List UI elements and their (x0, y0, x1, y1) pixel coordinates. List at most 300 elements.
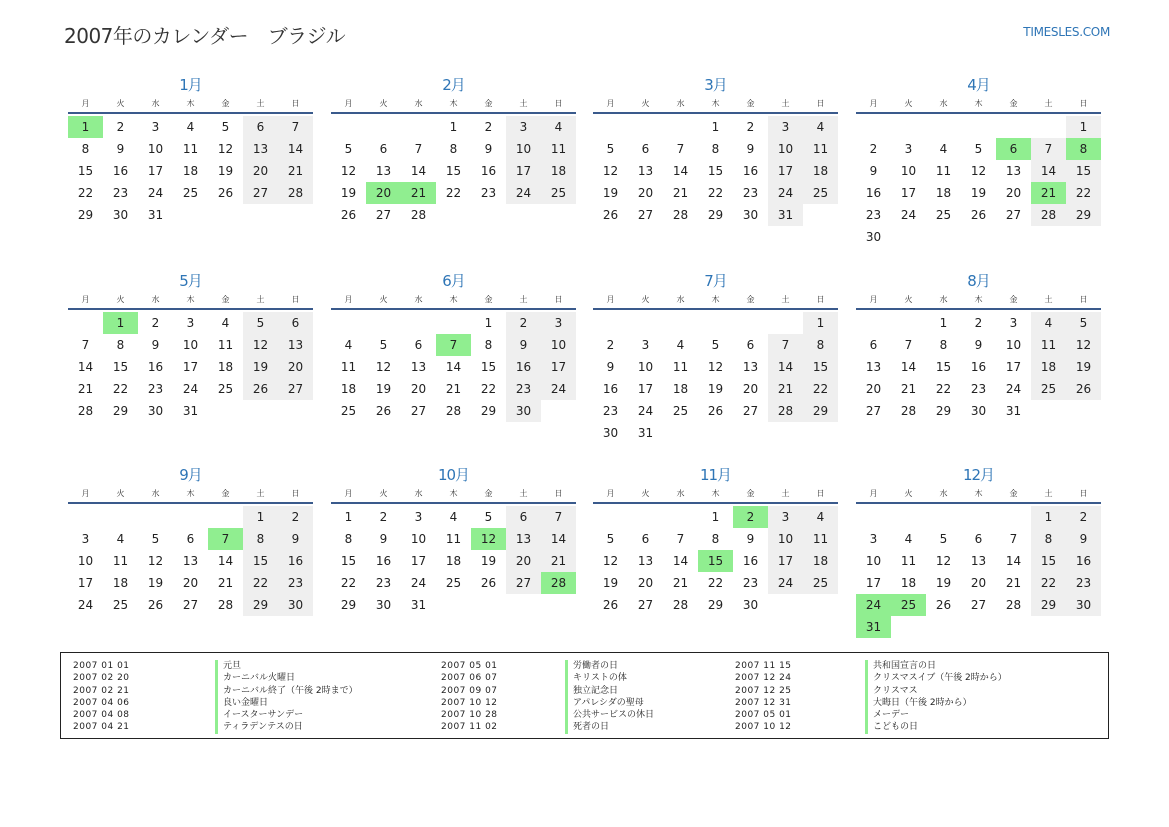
day-cell: 14 (410, 164, 427, 178)
legend-item (441, 685, 731, 697)
day-cell: 7 (768, 334, 803, 356)
day-cell: 20 (970, 576, 987, 590)
holiday-cell: 15 (698, 550, 733, 572)
month-name: 11月 (699, 466, 732, 484)
day-cell: 23 (602, 404, 619, 418)
day-cell: 21 (278, 160, 313, 182)
day-cell: 16 (602, 382, 619, 396)
day-cell: 20 (410, 382, 427, 396)
month-name: 10月 (437, 466, 470, 484)
holiday-name: こどもの日 (865, 721, 918, 733)
weekday-header (593, 95, 838, 114)
day-cell: 4 (344, 338, 353, 352)
weekday-label: 水 (939, 489, 948, 498)
day-cell: 13 (742, 360, 759, 374)
day-cell: 10 (768, 138, 803, 160)
holiday-name: 公共サービスの休日 (565, 709, 654, 721)
day-cell: 23 (480, 186, 497, 200)
day-cell: 20 (742, 382, 759, 396)
holiday-name: キリストの体 (565, 672, 627, 684)
holiday-date: 2007 11 02 (441, 722, 498, 733)
day-cell: 22 (707, 576, 724, 590)
day-cell: 13 (1005, 164, 1022, 178)
day-cell: 24 (147, 186, 164, 200)
day-cell: 9 (606, 360, 615, 374)
day-cell: 4 (449, 510, 458, 524)
day-blank (891, 506, 926, 528)
day-cell: 17 (147, 164, 164, 178)
day-cell: 19 (935, 576, 952, 590)
legend-item (73, 709, 433, 721)
day-cell: 10 (182, 338, 199, 352)
day-cell: 15 (445, 164, 462, 178)
holiday-date: 2007 06 07 (441, 673, 498, 684)
holiday-name: メーデー (865, 709, 909, 721)
day-cell: 18 (182, 164, 199, 178)
weekday-label: 火 (641, 295, 650, 304)
holiday-cell: 20 (366, 182, 401, 204)
day-cell: 19 (147, 576, 164, 590)
legend-column (73, 660, 433, 734)
day-cell: 12 (243, 334, 278, 356)
day-cell: 12 (340, 164, 357, 178)
day-cell: 29 (1066, 204, 1101, 226)
day-blank (366, 116, 401, 138)
weekday-label: 土 (519, 489, 528, 498)
weekday-label: 金 (221, 295, 230, 304)
weekday-label: 木 (974, 295, 983, 304)
day-cell: 18 (672, 382, 689, 396)
day-cell: 26 (480, 576, 497, 590)
day-cell: 22 (707, 186, 724, 200)
day-cell: 24 (506, 182, 541, 204)
holiday-cell: 25 (891, 594, 926, 616)
day-cell: 16 (742, 554, 759, 568)
day-cell: 5 (974, 142, 983, 156)
day-cell: 2 (379, 510, 388, 524)
day-cell: 1 (939, 316, 948, 330)
legend-item (441, 660, 731, 672)
day-cell: 3 (506, 116, 541, 138)
month-block (331, 75, 576, 226)
weekday-label: 日 (1079, 99, 1088, 108)
holiday-name: アパレシダの聖母 (565, 697, 644, 709)
day-cell: 8 (484, 338, 493, 352)
day-cell: 21 (672, 186, 689, 200)
weekday-label: 土 (781, 489, 790, 498)
legend-item (441, 672, 731, 684)
weekday-label: 月 (81, 99, 90, 108)
weekday-label: 金 (1009, 295, 1018, 304)
day-cell: 17 (506, 160, 541, 182)
weekday-label: 木 (711, 489, 720, 498)
weekday-label: 日 (291, 99, 300, 108)
weekday-label: 火 (116, 99, 125, 108)
day-cell: 16 (1066, 550, 1101, 572)
weekday-label: 土 (256, 295, 265, 304)
month-block (331, 465, 576, 616)
weekday-label: 日 (291, 489, 300, 498)
day-cell: 26 (375, 404, 392, 418)
day-cell: 26 (970, 208, 987, 222)
day-cell: 9 (869, 164, 878, 178)
day-blank (996, 116, 1031, 138)
day-blank (856, 506, 891, 528)
weekday-label: 木 (449, 99, 458, 108)
day-cell: 6 (641, 532, 650, 546)
holiday-date: 2007 04 06 (73, 697, 130, 708)
day-cell: 13 (970, 554, 987, 568)
day-cell: 3 (768, 506, 803, 528)
day-cell: 29 (480, 404, 497, 418)
holiday-name: カーニバル終了（午後 2時まで） (215, 685, 358, 697)
month-name: 6月 (442, 272, 465, 290)
weekday-label: 土 (256, 99, 265, 108)
day-cell: 21 (768, 378, 803, 400)
day-cell: 30 (506, 400, 541, 422)
day-cell: 7 (414, 142, 423, 156)
day-cell: 16 (506, 356, 541, 378)
day-cell: 6 (506, 506, 541, 528)
day-cell: 23 (112, 186, 129, 200)
day-blank (593, 312, 628, 334)
day-cell: 12 (602, 164, 619, 178)
weekday-label: 月 (869, 295, 878, 304)
day-cell: 8 (449, 142, 458, 156)
day-cell: 16 (480, 164, 497, 178)
day-cell: 21 (217, 576, 234, 590)
day-grid (68, 312, 313, 422)
page-title: 2007年のカレンダー ブラジル (64, 24, 346, 48)
day-blank (663, 312, 698, 334)
day-blank (926, 116, 961, 138)
day-cell: 23 (970, 382, 987, 396)
day-blank (891, 312, 926, 334)
day-cell: 4 (541, 116, 576, 138)
weekday-label: 月 (344, 489, 353, 498)
weekday-label: 火 (641, 99, 650, 108)
day-cell: 22 (112, 382, 129, 396)
weekday-label: 木 (186, 489, 195, 498)
day-cell: 1 (711, 510, 720, 524)
weekday-label: 火 (904, 99, 913, 108)
day-cell: 17 (77, 576, 94, 590)
day-cell: 7 (1031, 138, 1066, 160)
day-cell: 26 (935, 598, 952, 612)
day-cell: 9 (1066, 528, 1101, 550)
day-cell: 4 (676, 338, 685, 352)
day-cell: 19 (375, 382, 392, 396)
day-cell: 4 (221, 316, 230, 330)
day-cell: 26 (340, 208, 357, 222)
holiday-cell: 8 (1066, 138, 1101, 160)
day-cell: 5 (379, 338, 388, 352)
weekday-label: 日 (291, 295, 300, 304)
day-cell: 5 (939, 532, 948, 546)
holiday-name: クリスマスイブ（午後 2時から） (865, 672, 1007, 684)
day-cell: 30 (112, 208, 129, 222)
day-cell: 8 (1031, 528, 1066, 550)
weekday-label: 金 (746, 295, 755, 304)
holiday-date: 2007 11 15 (735, 661, 792, 671)
day-cell: 31 (1005, 404, 1022, 418)
weekday-label: 水 (676, 99, 685, 108)
day-cell: 31 (182, 404, 199, 418)
day-cell: 2 (116, 120, 125, 134)
day-cell: 3 (414, 510, 423, 524)
day-grid (856, 506, 1101, 638)
day-cell: 2 (606, 338, 615, 352)
day-cell: 10 (541, 334, 576, 356)
day-cell: 1 (243, 506, 278, 528)
day-cell: 11 (182, 142, 199, 156)
day-cell: 9 (746, 532, 755, 546)
holiday-date: 2007 05 01 (735, 710, 792, 721)
weekday-label: 火 (379, 489, 388, 498)
day-cell: 12 (935, 554, 952, 568)
day-cell: 28 (672, 208, 689, 222)
day-blank (961, 116, 996, 138)
day-cell: 11 (541, 138, 576, 160)
day-cell: 19 (970, 186, 987, 200)
day-cell: 3 (541, 312, 576, 334)
weekday-label: 水 (151, 295, 160, 304)
day-cell: 26 (243, 378, 278, 400)
day-cell: 27 (970, 598, 987, 612)
weekday-label: 木 (186, 295, 195, 304)
day-blank (891, 116, 926, 138)
month-block (593, 465, 838, 616)
day-cell: 15 (1066, 160, 1101, 182)
holiday-date: 2007 12 24 (735, 673, 792, 684)
day-cell: 13 (278, 334, 313, 356)
day-blank (768, 312, 803, 334)
day-blank (1031, 116, 1066, 138)
weekday-label: 火 (904, 489, 913, 498)
day-cell: 12 (707, 360, 724, 374)
weekday-label: 水 (939, 295, 948, 304)
day-cell: 9 (506, 334, 541, 356)
weekday-header (68, 291, 313, 310)
day-blank (366, 312, 401, 334)
day-grid (331, 506, 576, 616)
day-cell: 29 (803, 400, 838, 422)
weekday-label: 土 (519, 295, 528, 304)
day-blank (856, 116, 891, 138)
weekday-label: 月 (606, 99, 615, 108)
month-block (856, 75, 1101, 248)
day-cell: 14 (672, 164, 689, 178)
day-cell: 29 (340, 598, 357, 612)
day-cell: 12 (602, 554, 619, 568)
day-cell: 28 (445, 404, 462, 418)
day-cell: 6 (869, 338, 878, 352)
holiday-cell: 31 (856, 616, 891, 638)
day-cell: 6 (243, 116, 278, 138)
day-cell: 31 (410, 598, 427, 612)
day-blank (593, 506, 628, 528)
day-cell: 5 (606, 142, 615, 156)
day-cell: 17 (865, 576, 882, 590)
day-cell: 14 (217, 554, 234, 568)
day-cell: 25 (217, 382, 234, 396)
day-cell: 16 (147, 360, 164, 374)
holiday-date: 2007 12 25 (735, 685, 792, 696)
legend-item (441, 709, 731, 721)
day-cell: 11 (935, 164, 952, 178)
weekday-label: 土 (256, 489, 265, 498)
day-cell: 7 (904, 338, 913, 352)
day-cell: 25 (340, 404, 357, 418)
day-cell: 30 (602, 426, 619, 440)
day-cell: 11 (900, 554, 917, 568)
weekday-label: 月 (869, 99, 878, 108)
day-blank (628, 312, 663, 334)
day-cell: 24 (77, 598, 94, 612)
month-name: 3月 (704, 76, 727, 94)
weekday-label: 金 (484, 99, 493, 108)
day-blank (663, 506, 698, 528)
day-cell: 28 (768, 400, 803, 422)
month-name: 2月 (442, 76, 465, 94)
weekday-label: 火 (116, 489, 125, 498)
weekday-label: 火 (379, 99, 388, 108)
weekday-label: 土 (1044, 295, 1053, 304)
day-cell: 29 (935, 404, 952, 418)
day-cell: 30 (865, 230, 882, 244)
day-cell: 13 (243, 138, 278, 160)
day-cell: 27 (637, 598, 654, 612)
day-cell: 3 (869, 532, 878, 546)
day-cell: 10 (147, 142, 164, 156)
day-cell: 26 (147, 598, 164, 612)
day-cell: 22 (1066, 182, 1101, 204)
day-cell: 22 (243, 572, 278, 594)
day-cell: 10 (1005, 338, 1022, 352)
day-cell: 25 (541, 182, 576, 204)
weekday-label: 木 (186, 99, 195, 108)
day-cell: 23 (1066, 572, 1101, 594)
holiday-name: 独立記念日 (565, 685, 618, 697)
day-cell: 1 (449, 120, 458, 134)
day-cell: 14 (1031, 160, 1066, 182)
day-cell: 15 (803, 356, 838, 378)
day-cell: 16 (865, 186, 882, 200)
day-cell: 24 (1005, 382, 1022, 396)
holiday-cell: 21 (1031, 182, 1066, 204)
holiday-name: 労働者の日 (565, 660, 618, 672)
day-cell: 20 (506, 550, 541, 572)
day-cell: 8 (116, 338, 125, 352)
day-cell: 5 (711, 338, 720, 352)
legend-item (73, 697, 433, 709)
day-cell: 13 (410, 360, 427, 374)
day-cell: 9 (151, 338, 160, 352)
day-cell: 20 (182, 576, 199, 590)
day-cell: 1 (803, 312, 838, 334)
legend-item (735, 697, 1105, 709)
day-cell: 4 (186, 120, 195, 134)
day-cell: 15 (480, 360, 497, 374)
day-cell: 10 (865, 554, 882, 568)
day-cell: 2 (746, 120, 755, 134)
day-blank (68, 506, 103, 528)
day-cell: 13 (865, 360, 882, 374)
day-cell: 31 (768, 204, 803, 226)
weekday-label: 金 (746, 99, 755, 108)
day-cell: 3 (768, 116, 803, 138)
day-cell: 6 (974, 532, 983, 546)
day-cell: 27 (182, 598, 199, 612)
weekday-label: 日 (1079, 489, 1088, 498)
day-cell: 30 (375, 598, 392, 612)
day-blank (401, 312, 436, 334)
day-cell: 24 (182, 382, 199, 396)
weekday-label: 火 (116, 295, 125, 304)
day-cell: 13 (637, 164, 654, 178)
day-blank (996, 506, 1031, 528)
weekday-label: 土 (1044, 489, 1053, 498)
day-cell: 15 (1031, 550, 1066, 572)
day-cell: 18 (1031, 356, 1066, 378)
day-cell: 2 (484, 120, 493, 134)
day-cell: 1 (1031, 506, 1066, 528)
day-cell: 25 (112, 598, 129, 612)
holiday-date: 2007 05 01 (441, 661, 498, 671)
day-cell: 5 (1066, 312, 1101, 334)
day-cell: 10 (77, 554, 94, 568)
legend-item (441, 697, 731, 709)
weekday-label: 水 (939, 99, 948, 108)
month-name: 4月 (967, 76, 990, 94)
day-cell: 4 (904, 532, 913, 546)
day-blank (593, 116, 628, 138)
day-grid (68, 506, 313, 616)
day-cell: 16 (970, 360, 987, 374)
day-cell: 20 (637, 576, 654, 590)
day-blank (173, 506, 208, 528)
day-cell: 24 (768, 572, 803, 594)
weekday-label: 火 (641, 489, 650, 498)
weekday-header (68, 95, 313, 114)
day-cell: 6 (414, 338, 423, 352)
weekday-label: 金 (221, 99, 230, 108)
holiday-cell: 2 (733, 506, 768, 528)
day-cell: 27 (278, 378, 313, 400)
day-cell: 24 (900, 208, 917, 222)
weekday-label: 月 (81, 489, 90, 498)
weekday-header (331, 485, 576, 504)
holiday-cell: 21 (401, 182, 436, 204)
day-cell: 7 (278, 116, 313, 138)
month-name: 8月 (967, 272, 990, 290)
day-cell: 29 (1031, 594, 1066, 616)
day-cell: 19 (480, 554, 497, 568)
day-cell: 9 (278, 528, 313, 550)
site-link[interactable]: TIMESLES.COM (1023, 25, 1110, 39)
holiday-name: 元旦 (215, 660, 241, 672)
day-cell: 5 (221, 120, 230, 134)
day-grid (856, 312, 1101, 422)
holiday-name: カーニバル火曜日 (215, 672, 295, 684)
holiday-cell: 7 (436, 334, 471, 356)
day-cell: 31 (147, 208, 164, 222)
day-cell: 22 (77, 186, 94, 200)
holiday-date: 2007 04 21 (73, 722, 130, 733)
day-cell: 14 (1005, 554, 1022, 568)
day-cell: 30 (970, 404, 987, 418)
legend-column (441, 660, 731, 734)
